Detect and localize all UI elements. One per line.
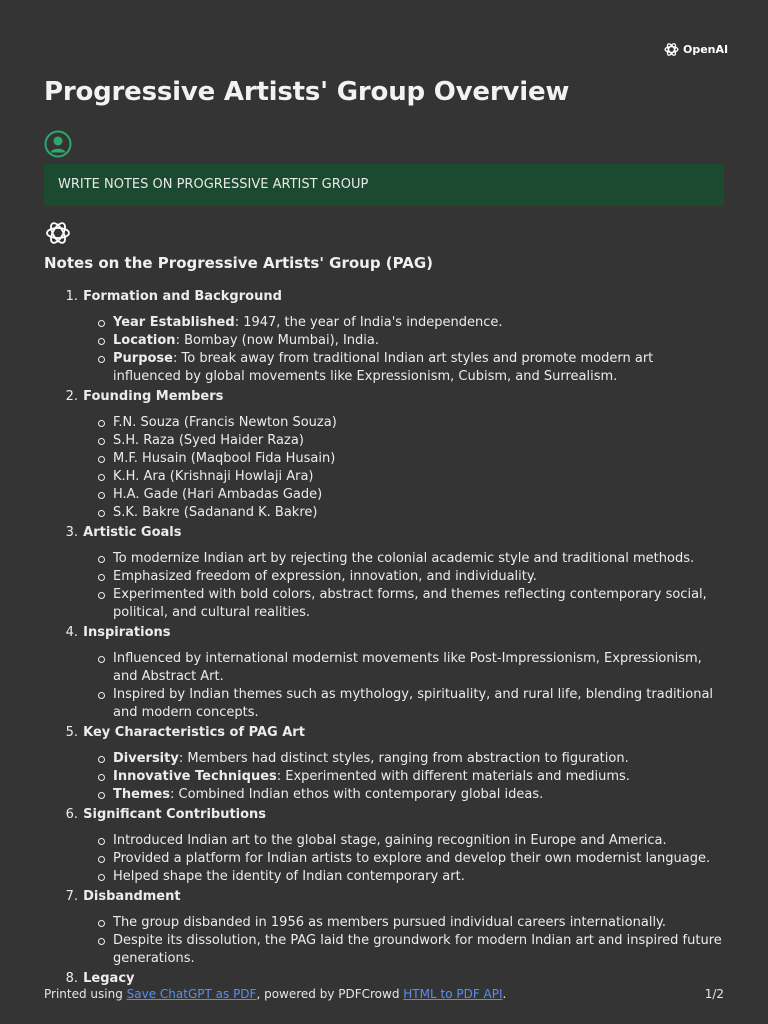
section-heading xyxy=(44,624,728,642)
user-prompt: WRITE NOTES ON PROGRESSIVE ARTIST GROUP xyxy=(44,164,724,206)
bullet-term: Themes xyxy=(113,787,171,802)
bullet-text: Emphasized freedom of expression, innovation, and individuality. xyxy=(113,569,537,584)
response-content xyxy=(44,252,728,988)
section-number: 3. xyxy=(65,525,78,540)
bullet-text: To modernize Indian art by rejecting the colonial academic style and traditional methods. xyxy=(113,551,695,566)
bullet-item xyxy=(44,504,728,522)
page-title: Progressive Artists' Group Overview xyxy=(44,77,570,107)
user-avatar-icon xyxy=(44,130,72,158)
html-to-pdf-api-link[interactable]: HTML to PDF API xyxy=(403,987,503,1001)
bullet-item xyxy=(44,486,728,504)
chatgpt-icon xyxy=(44,219,72,247)
bullet-term: Innovative Techniques xyxy=(113,769,277,784)
bullet-text: Introduced Indian art to the global stage, gaining recognition in Europe and America. xyxy=(113,833,667,848)
section-number: 8. xyxy=(65,971,78,986)
section-number: 6. xyxy=(65,807,78,822)
section-heading xyxy=(44,388,728,406)
section-item xyxy=(44,288,728,386)
bullet-item xyxy=(44,932,728,968)
section-number: 2. xyxy=(65,389,78,404)
sections-list xyxy=(44,288,728,988)
section-bullets xyxy=(44,414,728,522)
bullet-text: : 1947, the year of India's independence. xyxy=(234,315,503,330)
bullet-item xyxy=(44,686,728,722)
bullet-text: S.K. Bakre (Sadanand K. Bakre) xyxy=(113,505,318,520)
bullet-term: Purpose xyxy=(113,351,173,366)
section-item xyxy=(44,724,728,804)
bullet-item xyxy=(44,450,728,468)
bullet-text: Despite its dissolution, the PAG laid the groundwork for modern Indian art and inspired future generations. xyxy=(113,933,722,966)
bullet-item xyxy=(44,786,728,804)
section-title: Key Characteristics of PAG Art xyxy=(83,725,305,740)
bullet-item xyxy=(44,332,728,350)
section-number: 4. xyxy=(65,625,78,640)
bullet-text: : Combined Indian ethos with contemporary global ideas. xyxy=(170,787,544,802)
bullet-item xyxy=(44,914,728,932)
bullet-item xyxy=(44,314,728,332)
section-title: Significant Contributions xyxy=(83,807,267,822)
bullet-item xyxy=(44,832,728,850)
bullet-item xyxy=(44,350,728,386)
section-item xyxy=(44,624,728,722)
bullet-item xyxy=(44,750,728,768)
bullet-text: Inspired by Indian themes such as mythology, spirituality, and rural life, blending traditional and modern concepts. xyxy=(113,687,714,720)
bullet-text: M.F. Husain (Maqbool Fida Husain) xyxy=(113,451,336,466)
bullet-item xyxy=(44,414,728,432)
footer xyxy=(44,986,724,1002)
bullet-item xyxy=(44,868,728,886)
bullet-item xyxy=(44,586,728,622)
section-title: Founding Members xyxy=(83,389,224,404)
bullet-item xyxy=(44,432,728,450)
section-title: Disbandment xyxy=(83,889,181,904)
section-title: Legacy xyxy=(83,971,135,986)
section-heading xyxy=(44,524,728,542)
section-title: Formation and Background xyxy=(83,289,282,304)
footer-prefix: Printed using xyxy=(44,987,127,1001)
section-item xyxy=(44,524,728,622)
section-bullets xyxy=(44,914,728,968)
bullet-text: : Members had distinct styles, ranging from abstraction to figuration. xyxy=(178,751,629,766)
bullet-text: Experimented with bold colors, abstract forms, and themes reflecting contemporary social, political, and cultural realities. xyxy=(113,587,707,620)
bullet-item xyxy=(44,650,728,686)
bullet-text: Influenced by international modernist movements like Post-Impressionism, Expressionism, and Abstract Art. xyxy=(113,651,702,684)
section-bullets xyxy=(44,650,728,722)
bullet-item xyxy=(44,568,728,586)
section-number: 7. xyxy=(65,889,78,904)
openai-brand xyxy=(663,41,728,58)
bullet-term: Location xyxy=(113,333,176,348)
section-heading xyxy=(44,288,728,306)
bullet-item xyxy=(44,850,728,868)
section-bullets xyxy=(44,750,728,804)
section-number: 5. xyxy=(65,725,78,740)
section-heading xyxy=(44,806,728,824)
bullet-term: Diversity xyxy=(113,751,179,766)
section-number: 1. xyxy=(65,289,78,304)
bullet-text: : To break away from traditional Indian art styles and promote modern art influenced by global movements like Expressionism, Cubism, and Surrealism. xyxy=(113,351,654,384)
page-number: 1/2 xyxy=(704,987,724,1001)
section-bullets xyxy=(44,314,728,386)
save-chatgpt-pdf-link[interactable]: Save ChatGPT as PDF xyxy=(126,987,257,1001)
section-bullets xyxy=(44,832,728,886)
bullet-item xyxy=(44,550,728,568)
bullet-term: Year Established xyxy=(113,315,235,330)
section-title: Inspirations xyxy=(83,625,171,640)
bullet-item xyxy=(44,468,728,486)
bullet-text: : Experimented with different materials and mediums. xyxy=(276,769,630,784)
section-title: Artistic Goals xyxy=(83,525,182,540)
bullet-text: : Bombay (now Mumbai), India. xyxy=(175,333,380,348)
bullet-text: K.H. Ara (Krishnaji Howlaji Ara) xyxy=(113,469,314,484)
section-heading xyxy=(44,724,728,742)
footer-suffix: . xyxy=(502,987,507,1001)
section-bullets xyxy=(44,550,728,622)
section-item xyxy=(44,388,728,522)
openai-logo-icon xyxy=(663,41,680,58)
bullet-item xyxy=(44,768,728,786)
notes-title: Notes on the Progressive Artists' Group (PAG) xyxy=(44,254,434,272)
bullet-text: F.N. Souza (Francis Newton Souza) xyxy=(113,415,337,430)
bullet-text: S.H. Raza (Syed Haider Raza) xyxy=(113,433,304,448)
bullet-text: Helped shape the identity of Indian contemporary art. xyxy=(113,869,465,884)
bullet-text: The group disbanded in 1956 as members pursued individual careers internationally. xyxy=(113,915,667,930)
brand-name: OpenAI xyxy=(683,43,729,56)
bullet-text: H.A. Gade (Hari Ambadas Gade) xyxy=(113,487,323,502)
bullet-text: Provided a platform for Indian artists to explore and develop their own modernist language. xyxy=(113,851,711,866)
section-item xyxy=(44,806,728,886)
footer-middle: , powered by PDFCrowd xyxy=(256,987,404,1001)
section-item xyxy=(44,888,728,968)
section-heading xyxy=(44,888,728,906)
